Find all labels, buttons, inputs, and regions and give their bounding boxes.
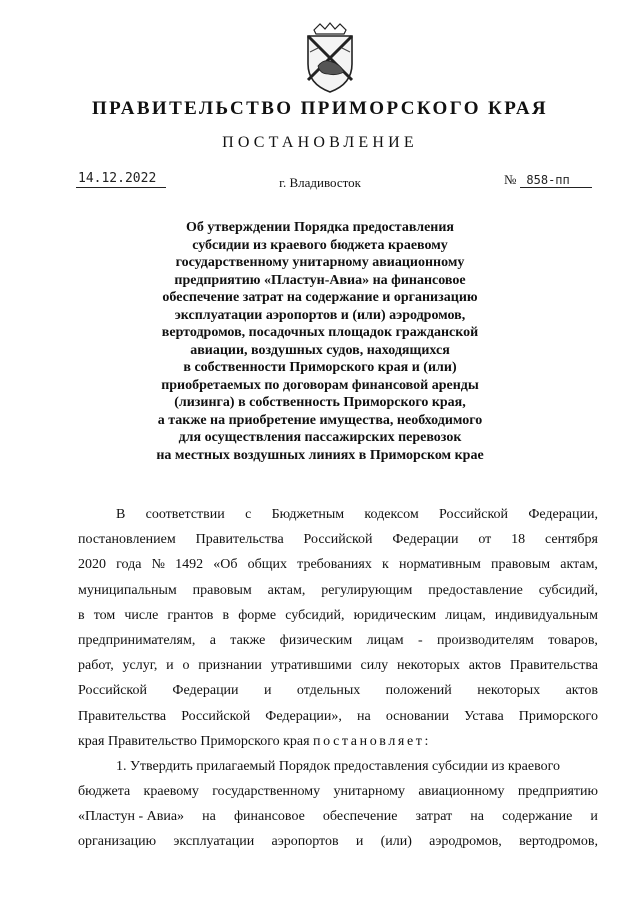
coat-of-arms-emblem [300,22,360,94]
document-body [78,502,598,855]
body-word: на [357,708,371,724]
body-word: вертодромов, [519,834,598,850]
body-line [78,829,598,854]
body-line [78,552,598,577]
heading-line: а также на приобретение имущества, необходимого [157,412,483,428]
body-word: индивидуальным [494,607,598,623]
body-word: субсидий, [538,582,598,598]
body-word: сентября [544,532,598,548]
body-word: авиационному [418,784,505,800]
body-word: 1492 [175,557,204,573]
body-word: Российской [439,507,509,522]
body-line [78,603,598,628]
body-word: требованиях [297,557,372,573]
body-word: Приморского [518,708,598,724]
body-line [78,678,598,703]
body-word: некоторых [396,658,460,674]
body-word: предпринимателям, [78,632,196,648]
body-word: Федерации [392,532,459,548]
body-word: обеспечение [322,809,398,825]
body-line [78,502,598,527]
body-word: к [382,557,389,573]
body-word: предприятию [517,784,598,800]
body-word: и [590,809,598,825]
body-word: общих [247,557,288,573]
body-word: Федерации, [528,507,598,522]
body-word: (или) [380,834,412,850]
body-line [78,653,598,678]
body-word: с [245,507,252,522]
body-line [78,779,598,804]
body-word: В [116,507,126,522]
body-word: бюджета [78,784,131,800]
body-word: правовым [490,557,551,573]
heading-line: для осуществления пассажирских перевозок [178,430,462,445]
body-word: - [418,632,423,648]
body-word: производителям [437,632,534,648]
heading-line: в собственности Приморского края и (или) [183,360,457,375]
body-word: услуг, [122,658,158,674]
body-word: государственному [212,784,321,800]
heading-line: вертодромов, посадочных площадок гражданской [161,325,479,340]
body-word: «Об [213,557,238,573]
body-word: основании [385,708,449,724]
decree-lead-text: края Правительство Приморского края [78,733,314,749]
heading-line: приобретаемых по договорам финансовой аренды [161,377,479,393]
body-word: утратившими [270,658,352,674]
body-word: аэропортов [271,834,339,850]
body-word: постановлением [78,532,176,548]
body-word: Российской [78,683,147,699]
body-line [78,804,598,829]
body-word: признании [198,658,262,674]
body-word: Устава [464,708,504,724]
body-word: также [230,632,266,648]
heading-line: предприятию «Пластун-Авиа» на финансовое [174,272,466,288]
body-word: актам, [267,582,306,598]
body-word: Федерации», [265,708,342,724]
body-word: организацию [78,834,157,850]
heading-line: (лизинга) в собственность Приморского края, [174,395,466,410]
body-word: юридическим [353,607,437,623]
heading-line: на местных воздушных линиях в Приморском крае [156,447,484,463]
body-word: физическим [279,632,353,648]
heading-line: субсидии из краевого бюджета краевому [192,237,448,253]
body-word: и [355,834,364,850]
body-word: 18 [511,532,526,548]
body-line [78,527,598,552]
document-type: ПОСТАНОВЛЕНИЕ [222,134,418,151]
body-word: силу [360,658,389,674]
body-word: аэродромов, [429,834,502,850]
government-title: ПРАВИТЕЛЬСТВО ПРИМОРСКОГО КРАЯ [91,98,549,119]
body-word: форме [238,607,277,623]
body-word: положений [385,683,452,699]
body-word: краевому [143,784,199,800]
body-word: регулирующим [321,582,413,598]
body-line [78,704,598,729]
body-word: года [116,557,142,573]
body-word: Российской [303,532,373,548]
body-word: предоставление [428,582,523,598]
body-word: Правительства [78,708,167,724]
body-word: актов [468,658,502,674]
body-word: финансовое [233,809,305,825]
body-word: нормативным [398,557,481,573]
body-word: соответствии [145,507,225,522]
body-word: муниципальным [78,582,177,598]
body-line-decree [78,729,598,754]
body-word: унитарному [333,784,406,800]
body-word: некоторых [477,683,541,699]
body-word: Федерации [172,683,239,699]
decree-word: постановляет: [313,733,431,749]
body-line [78,628,598,653]
body-word: актам, [560,557,598,573]
number-sign: № [504,172,517,187]
body-word: «Пластун - Авиа» [78,809,185,825]
body-word: лицам [366,632,404,648]
body-word: от [478,532,492,548]
body-line [78,754,598,779]
body-word: 2020 [78,557,106,573]
body-line [78,578,598,603]
body-word: субсидий, [285,607,345,623]
document-date: 14.12.2022 [78,171,157,186]
body-word: содержание [502,809,573,825]
body-word: числе [124,607,159,623]
heading-line: авиации, воздушных судов, находящихся [190,342,450,358]
body-word: затрат [415,809,453,825]
body-word: Правительства [509,658,598,674]
body-word: на [202,809,216,825]
body-word: кодексом [364,507,419,522]
body-word: Правительства [195,532,284,548]
body-word: работ, [78,658,114,674]
body-word: отдельных [296,683,361,699]
heading-line: Об утверждении Порядка предоставления [185,220,455,235]
heading-line: государственному унитарному авиационному [175,255,465,270]
body-word: Российской [181,708,251,724]
body-word: актов [565,683,598,699]
heading-line: эксплуатации аэропортов и (или) аэродромов, [174,307,466,323]
document-heading [0,219,640,464]
body-word: грантов [167,607,214,623]
body-word: лицам, [445,607,486,623]
body-word: эксплуатации [173,834,255,850]
document-city: г. Владивосток [279,175,361,190]
body-word: том [93,607,116,623]
body-word: товаров, [548,632,598,648]
body-word: 1. Утвердить прилагаемый Порядок предоставления субсидии из краевого [116,758,560,774]
body-word: и [166,658,174,674]
body-word: на [470,809,484,825]
document-number-field [504,171,596,189]
body-word: а [209,632,216,648]
body-word: и [263,683,272,699]
body-word: № [151,557,165,573]
body-word: в [222,607,230,623]
heading-line: обеспечение затрат на содержание и организацию [162,290,478,305]
body-word: Бюджетным [271,507,345,522]
body-word: правовым [192,582,252,598]
body-word: о [182,658,190,674]
body-word: в [78,607,85,623]
document-number: 858-пп [520,173,592,188]
